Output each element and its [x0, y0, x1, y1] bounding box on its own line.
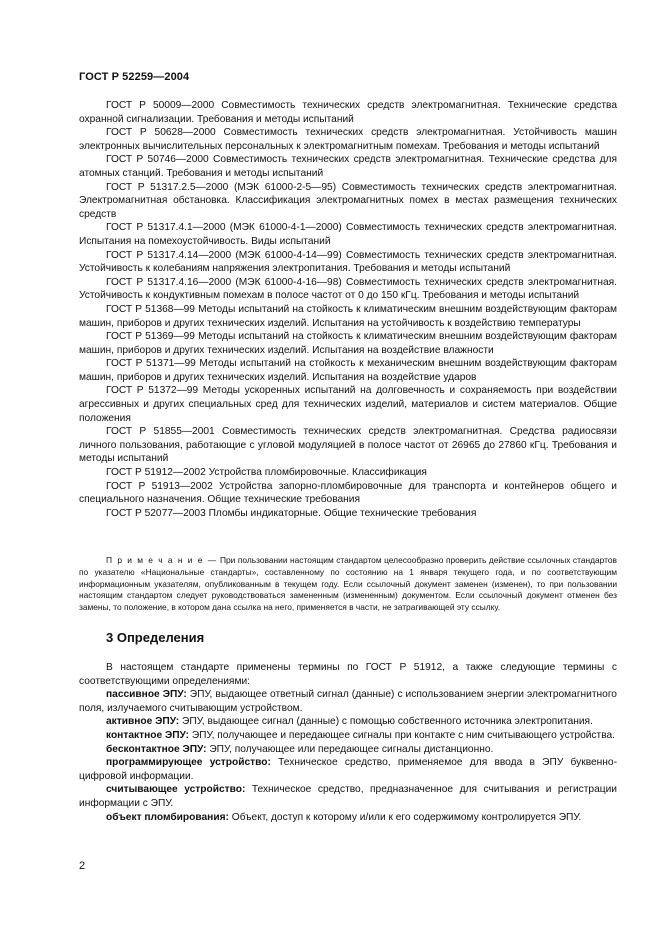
note-paragraph — [79, 555, 617, 614]
page-number: 2 — [79, 860, 86, 872]
definition-text: Техническое средство, предназначенное для считывания и регистрации информации с ЭПУ. — [79, 784, 617, 809]
definition-term: объект пломбирования: — [106, 811, 229, 823]
definition-text: ЭПУ, выдающее ответный сигнал (данные) с использованием энергии электромагнитного поля, излучаемого считывающим устройством. — [79, 689, 617, 714]
reference-item: ГОСТ Р 51912—2002 Устройства пломбировочные. Классификация — [106, 467, 427, 479]
definition-item — [79, 783, 617, 810]
definition-term: контактное ЭПУ: — [106, 729, 190, 741]
reference-item: ГОСТ Р 51317.2.5—2000 (МЭК 61000-2-5—95) Совместимость технических средств электромагнитная. Электромагнитная обстановка. Классификация электромагнитных помех в местах размещения технических средств — [79, 181, 617, 220]
definition-term: программирующее устройство: — [106, 757, 271, 769]
definition-item — [79, 715, 617, 729]
note-text: При пользовании настоящим стандартом целесообразно проверить действие ссылочных стандартов по указателю «Национальные стандарты», составленному по состоянию на 1 января текущего года, и по соответствующим информационным указателям, опубликованным в текущем году. Если ссылочный документ заменен (изменен), то при пользовании настоящим стандартом следует руководствоваться замененным (измененным) документом. Если ссылочный документ отменен без замены, то положение, в котором дана ссылка на него, применяется в части, не затрагивающей эту ссылку. — [79, 555, 617, 613]
definition-item — [79, 743, 617, 757]
note-label: П р и м е ч а н и е — — [106, 555, 218, 565]
definition-item — [79, 729, 617, 743]
reference-item: ГОСТ Р 51369—99 Методы испытаний на стойкость к климатическим внешним воздействующим факторам машин, приборов и других технических изделий. Испытания на воздействие влажности — [79, 331, 617, 356]
definition-text: ЭПУ, получающее и передающее сигналы при контакте с ним считывающего устройства. — [191, 729, 615, 741]
definition-item — [79, 756, 617, 783]
definition-text: ЭПУ, получающее или передающее сигналы дистанционно. — [209, 743, 494, 755]
normative-references — [79, 99, 617, 520]
reference-item: ГОСТ Р 52077—2003 Пломбы индикаторные. Общие технические требования — [106, 507, 477, 519]
reference-item: ГОСТ Р 51371—99 Методы испытаний на стойкость к механическим внешним воздействующим факторам машин, приборов и других технических изделий. Испытания на воздействие ударов — [79, 358, 617, 383]
reference-item: ГОСТ Р 51317.4.1—2000 (МЭК 61000-4-1—2000) Совместимость технических средств электромагнитная. Испытания на помехоустойчивость. Виды испытаний — [79, 222, 617, 247]
definition-text: ЭПУ, выдающее сигнал (данные) с помощью собственного источника электропитания. — [182, 716, 593, 728]
definition-text: Техническое средство, применяемое для ввода в ЭПУ буквенно-цифровой информации. — [79, 757, 617, 782]
reference-item: ГОСТ Р 51913—2002 Устройства запорно-пломбировочные для транспорта и контейнеров общего и специального назначения. Общие технические требования — [79, 480, 617, 506]
definition-term: пассивное ЭПУ: — [106, 689, 187, 701]
reference-item: ГОСТ Р 51368—99 Методы испытаний на стойкость к климатическим внешним воздействующим факторам машин, приборов и других технических изделий. Испытания на устойчивость к воздействию температуры — [79, 303, 617, 329]
definitions-intro: В настоящем стандарте применены термины по ГОСТ Р 51912, а также следующие термины с соответствующими определениями: — [79, 662, 617, 687]
definition-item — [79, 811, 617, 825]
definition-item — [79, 688, 617, 715]
reference-item: ГОСТ Р 51317.4.16—2000 (МЭК 61000-4-16—98) Совместимость технических средств электромагнитная. Устойчивость к кондуктивным помехам в полосе частот от 0 до 150 кГц. Требования и методы испытаний — [79, 276, 617, 302]
definition-term: считывающее устройство: — [106, 784, 246, 796]
reference-item: ГОСТ Р 50009—2000 Совместимость технических средств электромагнитная. Технические средства охранной сигнализации. Требования и методы испытаний — [79, 100, 617, 125]
reference-item: ГОСТ Р 50746—2000 Совместимость технических средств электромагнитная. Технические средства для атомных станций. Требования и методы испытаний — [79, 154, 617, 179]
definitions-block — [79, 661, 617, 824]
definition-text: Объект, доступ к которому и/или к его содержимому контролируется ЭПУ. — [231, 811, 582, 823]
reference-item: ГОСТ Р 51855—2001 Совместимость технических средств электромагнитная. Средства радиосвязи личного пользования, работающие с угловой модуляцией в полосе частот от 26965 до 27860 кГц. Требования и методы испытаний — [79, 426, 617, 465]
definition-term: активное ЭПУ: — [106, 716, 180, 728]
definition-term: бесконтактное ЭПУ: — [106, 743, 207, 755]
note-block — [79, 555, 617, 614]
reference-item: ГОСТ Р 51317.4.14—2000 (МЭК 61000-4-14—99) Совместимость технических средств электромагнитная. Устойчивость к колебаниям напряжения электропитания. Требования и методы испытаний — [79, 249, 617, 275]
reference-item: ГОСТ Р 51372—99 Методы ускоренных испытаний на долговечность и сохраняемость при воздействии агрессивных и других специальных сред для технических изделий, материалов и систем материалов. Общие положения — [79, 385, 617, 424]
section-title: 3 Определения — [106, 630, 205, 645]
reference-item: ГОСТ Р 50628—2000 Совместимость технических средств электромагнитная. Устойчивость машин электронных вычислительных персональных к электромагнитным помехам. Требования и методы испытаний — [79, 127, 617, 152]
document-header: ГОСТ Р 52259—2004 — [79, 71, 190, 83]
